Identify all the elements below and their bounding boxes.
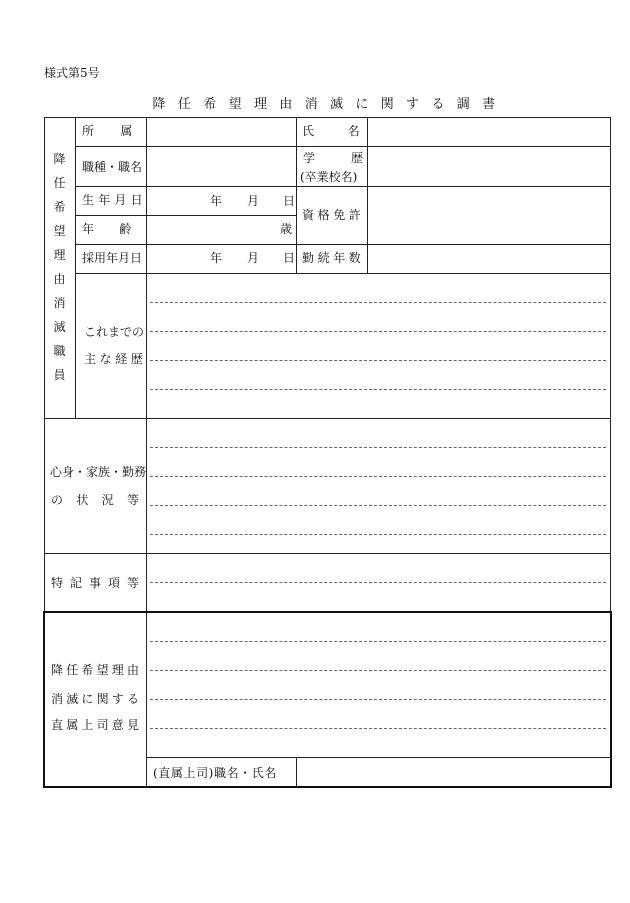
hire-day-unit: 日 [283, 251, 296, 265]
birth-date-field[interactable] [148, 188, 294, 214]
circumstances-label-line1: 心身・家族・勤務 [50, 465, 147, 479]
hire-year-unit: 年 [210, 251, 223, 265]
label-char: 降 [51, 663, 64, 677]
vertical-char: 員 [53, 368, 66, 382]
label-char: 項 [107, 576, 120, 590]
hire-date-field[interactable] [148, 246, 294, 272]
name-field[interactable] [369, 119, 609, 145]
label-char: 滅 [66, 692, 79, 706]
label-char: 特 [51, 576, 64, 590]
supervisor-label-line2 [51, 692, 139, 706]
employee-side-label [44, 152, 75, 382]
vertical-char: 職 [53, 344, 66, 358]
years-of-service-field[interactable] [369, 246, 609, 272]
birth-date-label: 生年月日 [82, 193, 147, 207]
qualifications-field[interactable] [369, 188, 609, 243]
form-number: 様式第5号 [44, 66, 100, 80]
birth-year-unit: 年 [210, 194, 223, 208]
affiliation-label: 所 属 [82, 124, 140, 138]
supervisor-signature-label: (直属上司)職名・氏名 [153, 766, 277, 780]
label-char: 状 [76, 493, 89, 507]
birth-day-unit: 日 [283, 194, 296, 208]
career-label-line1: これまでの [84, 325, 145, 339]
label-char: の [51, 493, 64, 507]
label-char: 等 [126, 493, 139, 507]
affiliation-field[interactable] [148, 119, 294, 145]
label-char: 上 [81, 718, 94, 732]
vertical-char: 理 [53, 248, 66, 262]
birth-month-unit: 月 [247, 194, 260, 208]
vertical-char: 任 [53, 176, 66, 190]
label-char: 況 [101, 493, 114, 507]
vertical-char: 由 [53, 272, 66, 286]
label-char: 属 [66, 718, 79, 732]
label-char: 直 [51, 718, 64, 732]
circumstances-label-line2 [51, 493, 139, 507]
career-label-line2: 主な経歴 [84, 352, 147, 366]
education-field[interactable] [369, 148, 609, 185]
supervisor-label-line3 [51, 718, 139, 732]
vertical-char: 消 [53, 296, 66, 310]
vertical-char: 降 [53, 152, 66, 166]
label-char: 見 [126, 718, 139, 732]
label-char: 理 [111, 663, 124, 677]
education-sub-label: (卒業校名) [300, 170, 358, 184]
label-char: 事 [88, 576, 101, 590]
hire-date-label: 採用年月日 [82, 251, 143, 265]
education-label: 学 歴 [303, 151, 376, 165]
vertical-char: 滅 [53, 320, 66, 334]
supervisor-signature-field[interactable] [298, 759, 609, 786]
age-field[interactable] [148, 217, 294, 243]
years-of-service-label: 勤続年数 [302, 251, 365, 265]
label-char: 由 [126, 663, 139, 677]
label-char: 希 [81, 663, 94, 677]
label-char: 関 [96, 692, 109, 706]
age-label: 年 齢 [82, 222, 138, 236]
label-char: 司 [96, 718, 109, 732]
label-char: る [126, 692, 139, 706]
label-char: 望 [96, 663, 109, 677]
special-notes-label [51, 576, 139, 590]
hire-month-unit: 月 [247, 251, 260, 265]
vertical-char: 望 [53, 224, 66, 238]
page-title: 降任希望理由消滅に関する調書 [152, 97, 508, 112]
label-char: 消 [51, 692, 64, 706]
label-char: 等 [126, 576, 139, 590]
name-label: 氏 名 [302, 124, 371, 138]
job-title-field[interactable] [148, 148, 294, 185]
label-char: 記 [69, 576, 82, 590]
label-char: 意 [111, 718, 124, 732]
qualifications-label: 資格免許 [302, 208, 365, 222]
label-char: 任 [66, 663, 79, 677]
supervisor-label-line1 [51, 663, 139, 677]
label-char: に [81, 692, 94, 706]
age-unit: 歳 [280, 222, 293, 236]
job-title-label: 職種・職名 [82, 160, 143, 174]
label-char: す [111, 692, 124, 706]
vertical-char: 希 [53, 200, 66, 214]
